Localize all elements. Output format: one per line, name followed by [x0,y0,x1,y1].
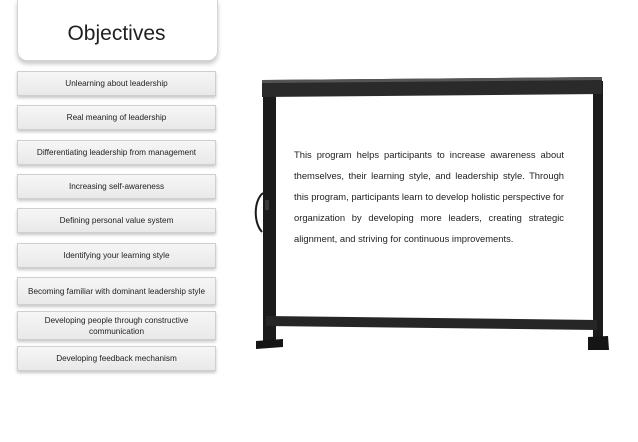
objective-item-real-meaning: Real meaning of leadership [17,105,216,130]
screen-left-post [263,83,276,345]
objectives-title: Objectives [67,22,166,45]
objective-item-learning-style: Identifying your learning style [17,243,216,268]
screen-side-handle [256,193,263,232]
screen-right-post [593,81,603,340]
program-description: This program helps participants to increase awareness about themselves, their learning style, and leadership style. Through this program, participants learn to develop holistic perspective for organization by developing more leaders, creating strategic alignment, and striving for continuous improvements. [294,149,564,244]
screen-right-foot [588,336,609,350]
objective-item-feedback-mechanism: Developing feedback mechanism [17,346,216,371]
objective-item-dominant-style: Becoming familiar with dominant leadership style [17,277,216,305]
objective-item-constructive-communication: Developing people through constructive communication [17,311,216,340]
objective-item-unlearning: Unlearning about leadership [17,71,216,96]
objective-item-differentiating: Differentiating leadership from management [17,140,216,165]
screen-left-foot [256,339,283,349]
objective-item-self-awareness: Increasing self-awareness [17,174,216,199]
objective-item-value-system: Defining personal value system [17,208,216,233]
